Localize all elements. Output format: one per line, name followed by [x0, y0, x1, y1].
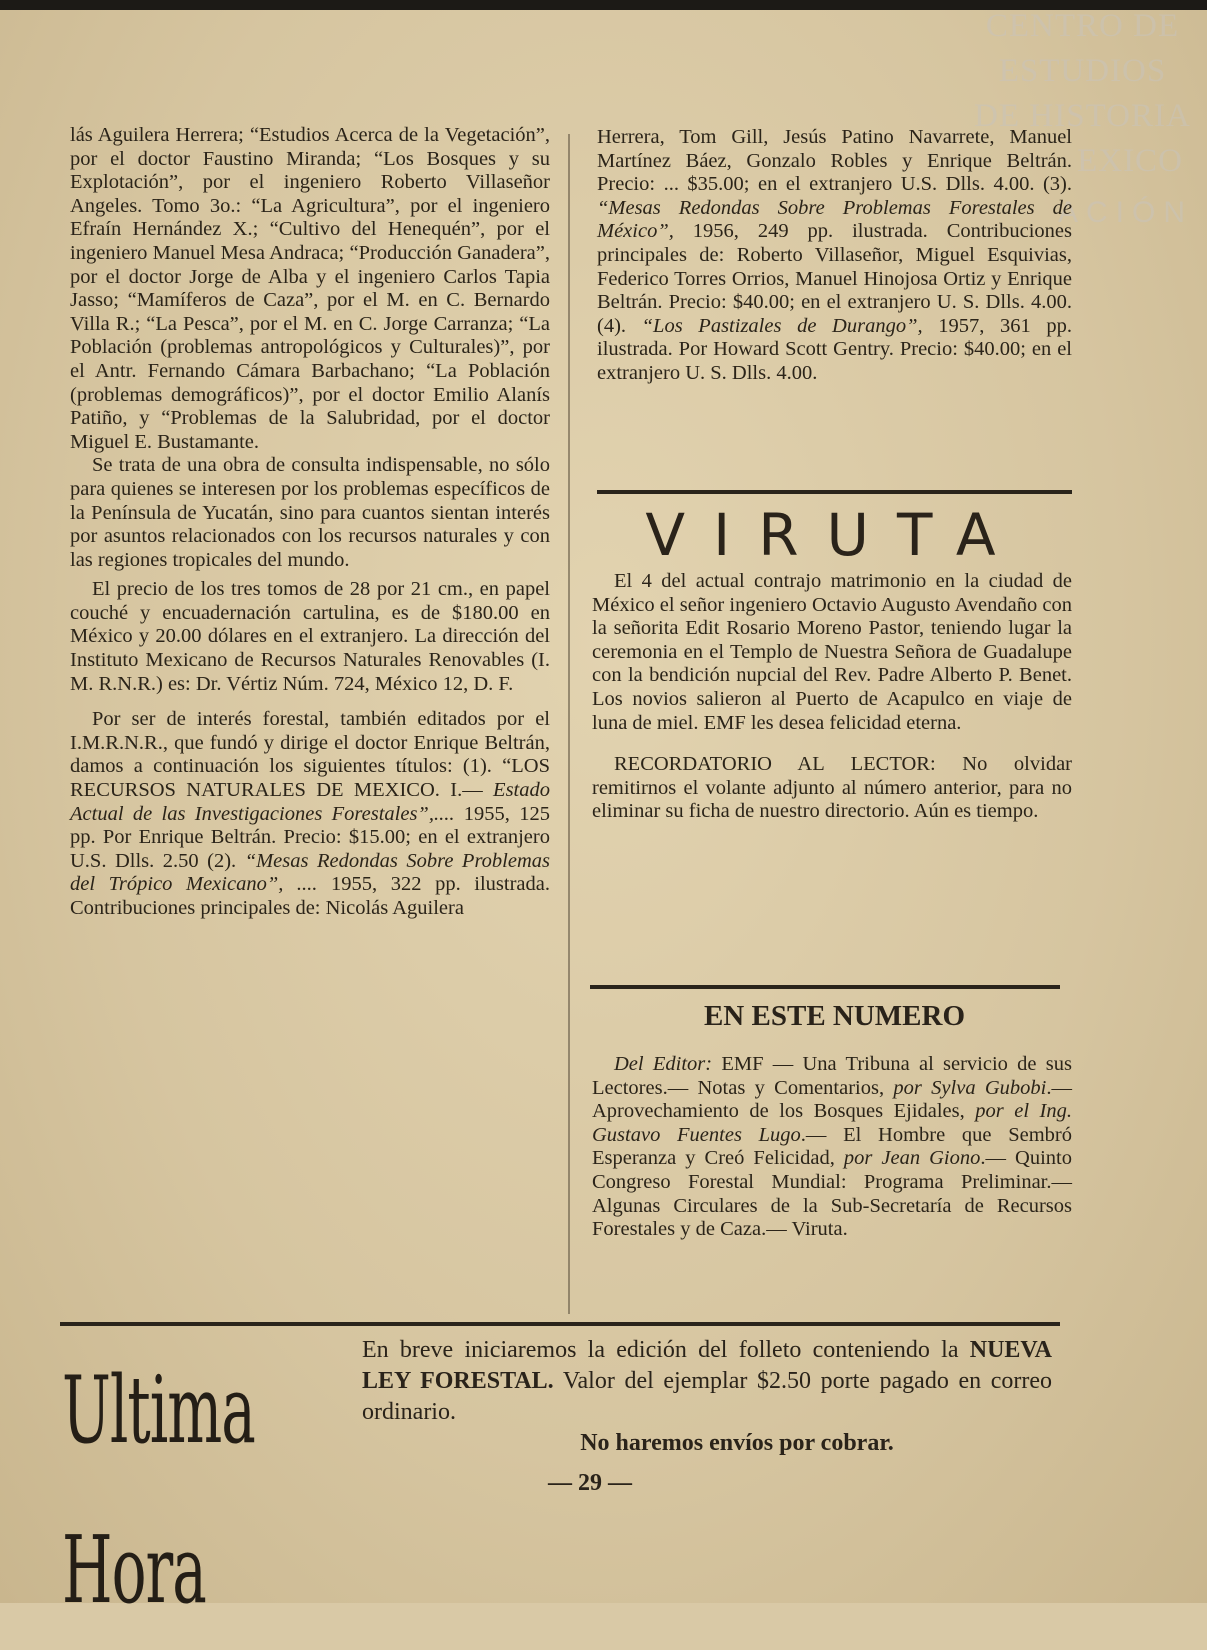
author-credit: por Jean Giono — [843, 1147, 981, 1170]
ultima-hora-notice — [362, 1335, 1052, 1459]
right-column — [597, 126, 1072, 386]
author-credit: por Sylva Gubobi — [893, 1076, 1047, 1099]
reader-reminder: RECORDATORIO AL LECTOR: No olvidar remitirnos el volante adjunto al número anterior, para no eliminar su ficha de nuestro directorio. Aún es tiempo. — [592, 753, 1072, 823]
section-rule — [597, 490, 1072, 494]
book-title: “Mesas Redondas Sobre Problemas del Trópico Mexicano”, .... — [70, 849, 550, 896]
text-run: Por ser de interés forestal, también editados por el I.M.R.N.R., que fundó y dirige el doctor Enrique Beltrán, damos a continuación los siguientes títulos: (1). “LOS RECURSOS NATURALES DE MEXICO. I.— — [70, 708, 550, 802]
text-run: 1957, 361 pp. ilustrada. Por Howard Scott Gentry. Precio: $40.00; en el extranjero U. S. Dlls. 4.00. — [597, 314, 1072, 384]
notice-last-line: No haremos envíos por cobrar. — [580, 1430, 894, 1456]
text-run: .— Quinto Congreso Forestal Mundial: Programa Preliminar.— Algunas Circulares de la Sub-Secretaría de Recursos Forestales y de Caza.— Viruta. — [592, 1147, 1072, 1241]
contents-list — [592, 1053, 1072, 1242]
article-paragraph — [597, 126, 1072, 386]
page-number: — 29 — — [548, 1470, 632, 1496]
text-run: Del Editor: — [614, 1053, 713, 1075]
law-title: NUEVA LEY FORESTAL. — [362, 1337, 1052, 1394]
text-run: En breve iniciaremos la edición del folleto conteniendo la — [362, 1337, 970, 1363]
column-divider — [568, 134, 570, 1314]
text-run: EMF — Una Tribuna al servicio de sus Lectores.— Notas y Comentarios, — [592, 1053, 1072, 1099]
text-run: 1955, 125 pp. Por Enrique Beltrán. Precio: $15.00; en el extranjero U.S. Dlls. 2.50 (2). — [70, 802, 550, 872]
text-run: Valor del ejemplar $2.50 porte pagado en correo ordinario. — [362, 1368, 1052, 1425]
text-run: 1956, 249 pp. ilustrada. Contribuciones principales de: Roberto Villaseñor, Miguel Esquivias, Federico Torres Orrios, Manuel Hinojosa Ortiz y Enrique Beltrán. Precio: $40.00; en el extranjero U. S. Dlls. 4.00. (4). — [597, 220, 1072, 337]
watermark-line: EXICO — [1077, 143, 1183, 179]
author-credit: por el Ing. Gustavo Fuentes Lugo — [592, 1100, 1072, 1146]
article-paragraph: lás Aguilera Herrera; “Estudios Acerca de la Vegetación”, por el doctor Faustino Miranda; “Los Bosques y su Explotación”, por el ingeniero Roberto Villaseñor Angeles. Tomo 3o.: “La Agricultura”, por el ingeniero Efraín Hernández X.; “Cultivo del Henequén”, por el ingeniero Manuel Mesa Andraca; “Producción Ganadera”, por el doctor Jorge de Alba y el ingeniero Carlos Tapia Jasso; “Mamíferos de Caza”, por el M. en C. Bernardo Villa R.; “La Pesca”, por el M. en C. Jorge Carranza; “La Población (problemas antropológicos y Culturales)”, por el Antr. Fernando Cámara Barbachano; “La Población (problemas demográficos)”, por el doctor Emilio Alanís Patiño, y “Problemas de la Salubridad, por el doctor Miguel E. Bustamante. — [70, 124, 550, 453]
watermark-side-text: ACIÓN — [1058, 196, 1194, 229]
bottom-rule — [60, 1322, 1060, 1326]
article-paragraph — [70, 708, 550, 920]
book-title: Estado Actual de las Investigaciones Forestales”,.... — [70, 779, 550, 825]
viruta-heading: VIRUTA — [645, 501, 1024, 569]
article-paragraph: Se trata de una obra de consulta indispensable, no sólo para quienes se interesen por los problemas específicos de la Península de Yucatán, sino para cuantos sientan interés por asuntos relacionados con los recursos naturales y con las regiones tropicales del mundo. — [70, 454, 550, 571]
viruta-section — [592, 570, 1072, 824]
section-rule — [590, 985, 1060, 989]
book-title: “Los Pastizales de Durango”, — [641, 314, 923, 337]
viruta-text: El 4 del actual contrajo matrimonio en la ciudad de México el señor ingeniero Octavio Augusto Avendaño con la señorita Edit Rosario Moreno Pastor, teniendo lugar la ceremonia en el Templo de Nuestra Señora de Guadalupe con la bendición nupcial del Rev. Padre Alberto P. Benet. Los novios salieron al Puerto de Acapulco en viaje de luna de miel. EMF les desea felicidad eterna. — [592, 570, 1072, 734]
watermark-line: CENTRO DE — [985, 8, 1180, 44]
text-run: Herrera, Tom Gill, Jesús Patino Navarrete, Manuel Martínez Báez, Gonzalo Robles y Enrique Beltrán. Precio: ... $35.00; en el extranjero U.S. Dlls. 4.00. (3). — [597, 126, 1072, 196]
text-run: 1955, 322 pp. ilustrada. Contribuciones principales de: Nicolás Aguilera — [70, 873, 550, 919]
left-column — [70, 124, 550, 921]
article-paragraph: El precio de los tres tomos de 28 por 21 cm., en papel couché y encuadernación cartulina, es de $180.00 en México y 20.00 dólares en el extranjero. La dirección del Instituto Mexicano de Recursos Naturales Renovables (I. M. R.N.R.) es: Dr. Vértiz Núm. 724, México 12, D. F. — [70, 578, 550, 695]
contents-section — [592, 1053, 1072, 1242]
watermark-line: ESTUDIOS — [998, 53, 1167, 89]
contents-heading: EN ESTE NUMERO — [703, 1000, 966, 1032]
text-run: .— El Hombre que Sembró Esperanza y Creó Felicidad, — [592, 1123, 1073, 1170]
watermark-line: DE HISTORIA — [974, 98, 1191, 134]
ultima-hora-heading: Ultima Hora — [62, 1355, 255, 1625]
book-title: “Mesas Redondas Sobre Problemas Forestales de México”, — [597, 196, 1072, 243]
text-run: .— Aprovechamiento de los Bosques Ejidales, — [592, 1076, 1072, 1123]
